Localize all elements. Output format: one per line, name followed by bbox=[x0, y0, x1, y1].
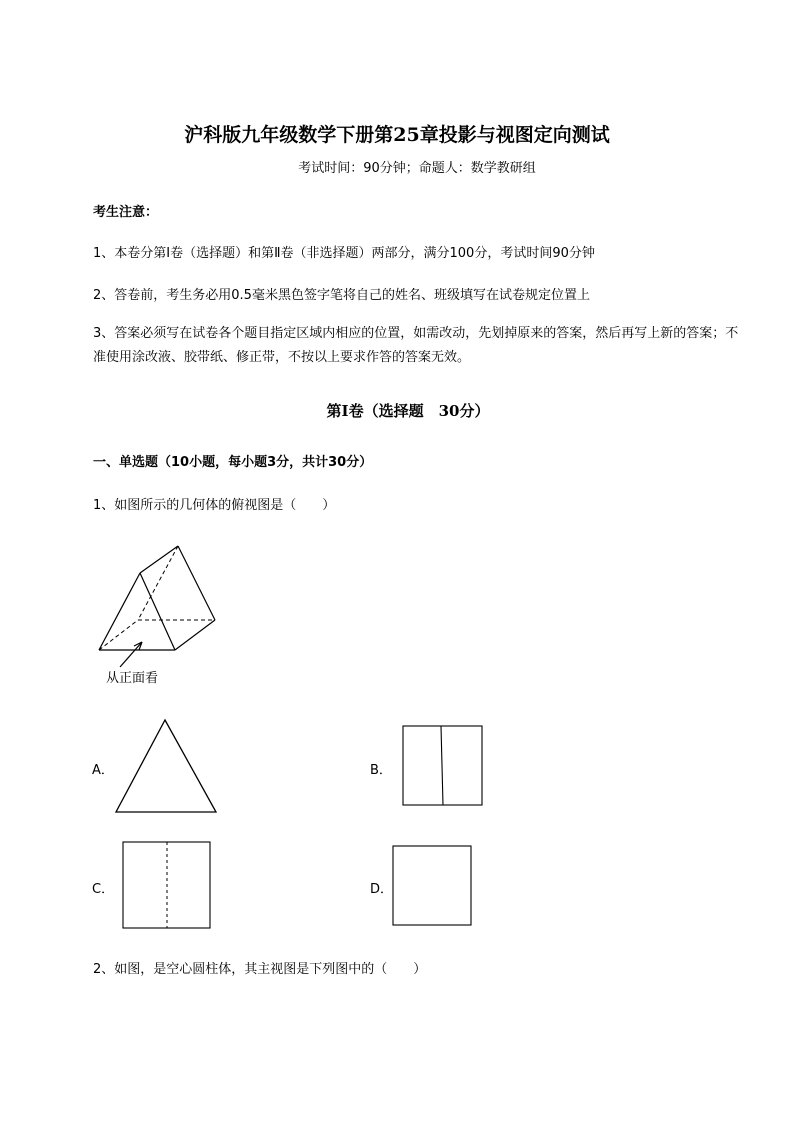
option-b-rectangle bbox=[402, 725, 484, 807]
notice-heading: 考生注意： bbox=[93, 205, 159, 220]
notice-item-2: 2、答卷前，考生务必用0.5毫米黑色签字笔将自己的姓名、班级填写在试卷规定位置上 bbox=[93, 288, 590, 303]
option-c-label[interactable]: C． bbox=[92, 882, 115, 897]
option-a-triangle bbox=[114, 718, 219, 814]
notice-item-1: 1、本卷分第I卷（选择题）和第Ⅱ卷（非选择题）两部分，满分100分，考试时间90分钟 bbox=[93, 246, 595, 261]
question-2-stem: 2、如图，是空心圆柱体，其主视图是下列图中的（ ） bbox=[93, 962, 427, 977]
option-d-label[interactable]: D． bbox=[370, 882, 394, 897]
page-title: 沪科版九年级数学下册第25章投影与视图定向测试 bbox=[184, 124, 610, 146]
section-title: 第I卷（选择题 30分） bbox=[326, 402, 490, 420]
question-1-stem: 1、如图所示的几何体的俯视图是（ ） bbox=[93, 498, 336, 513]
option-b-label[interactable]: B． bbox=[370, 763, 392, 778]
figure-caption: 从正面看 bbox=[106, 671, 159, 686]
option-d-square bbox=[392, 845, 473, 927]
part-heading: 一、单选题（10小题，每小题3分，共计30分） bbox=[93, 455, 373, 470]
option-a-label[interactable]: A． bbox=[92, 763, 114, 778]
exam-info: 考试时间：90分钟；命题人：数学教研组 bbox=[298, 161, 536, 176]
notice-item-3: 3、答案必须写在试卷各个题目指定区域内相应的位置，如需改动，先划掉原来的答案，然后再写上新的答案；不准使用涂改液、胶带纸、修正带，不按以上要求作答的答案无效。 bbox=[93, 326, 739, 365]
option-c-rectangle bbox=[122, 841, 212, 929]
